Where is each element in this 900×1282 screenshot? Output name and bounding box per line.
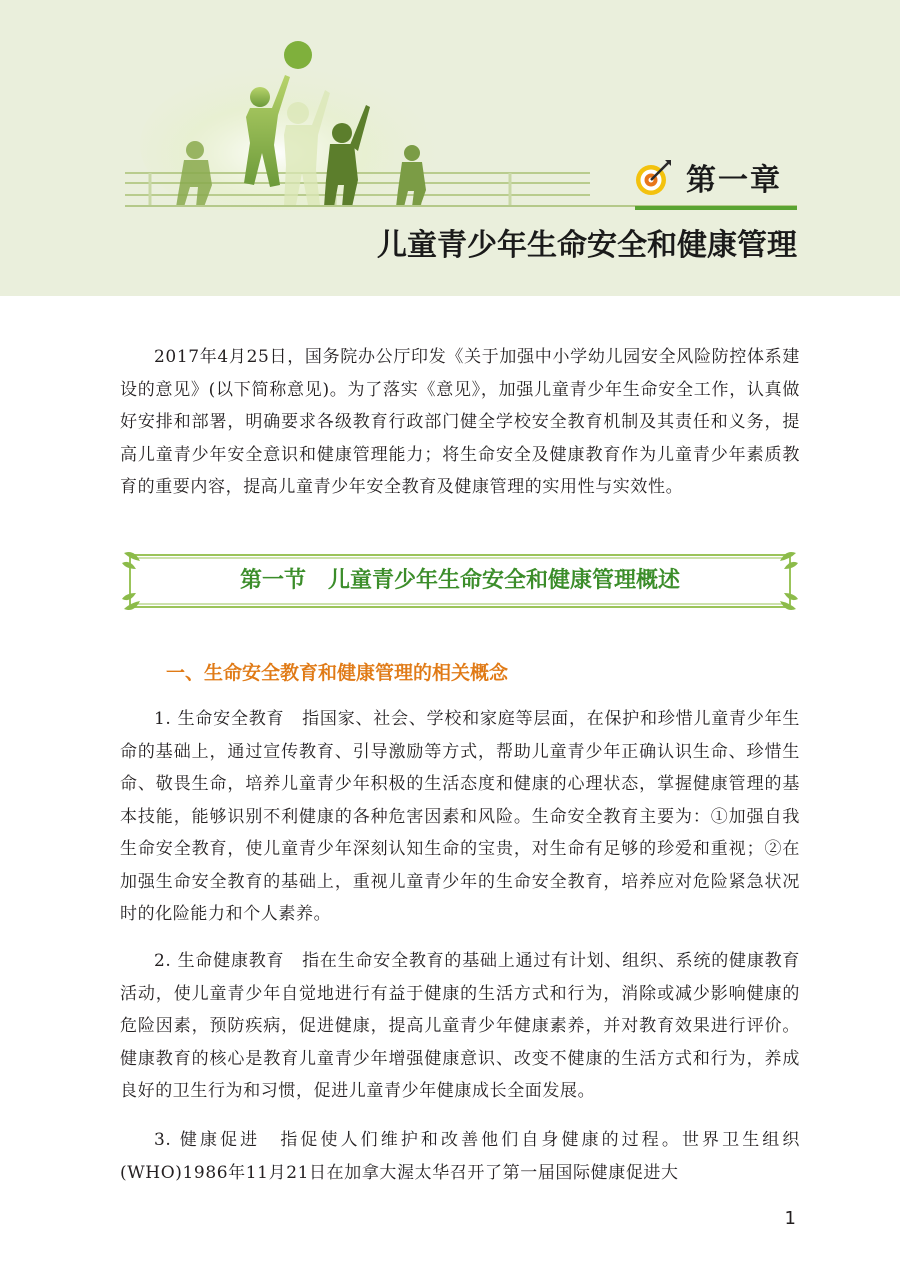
section-title: 第一节 儿童青少年生命安全和健康管理概述 bbox=[239, 568, 680, 593]
chapter-label: 第一章 bbox=[686, 163, 782, 198]
page-number: 1 bbox=[784, 1208, 796, 1229]
chapter-banner bbox=[0, 0, 900, 296]
children-playing-ball-illustration bbox=[120, 35, 590, 210]
section-title-box bbox=[120, 549, 800, 613]
chapter-divider-accent bbox=[635, 206, 797, 210]
paragraph-life-health-education: 2. 生命健康教育 指在生命安全教育的基础上通过有计划、组织、系统的健康教育活动，使儿童青少年自觉地进行有益于健康的生活方式和行为，消除或减少影响健康的危险因素，预防疾病，促进健康，提高儿童青少年健康素养，并对教育效果进行评价。健康教育的核心是教育儿童青少年增强健康意识、改变不健康的生活方式和行为，养成良好的卫生行为和习惯，促进儿童青少年健康成长全面发展。 bbox=[120, 951, 800, 1101]
intro-paragraph: 2017年4月25日，国务院办公厅印发《关于加强中小学幼儿园安全风险防控体系建设的意见》(以下简称意见)。为了落实《意见》，加强儿童青少年生命安全工作，认真做好安排和部署，明确要求各级教育行政部门健全学校安全教育机制及其责任和义务，提高儿童青少年安全意识和健康管理能力；将生命安全及健康教育作为儿童青少年素质教育的重要内容，提高儿童青少年安全教育及健康管理的实用性与实效性。 bbox=[120, 347, 800, 497]
chapter-title: 儿童青少年生命安全和健康管理 bbox=[377, 228, 797, 263]
target-icon bbox=[633, 158, 673, 198]
subsection-heading: 一、生命安全教育和健康管理的相关概念 bbox=[166, 662, 509, 684]
paragraph-health-promotion: 3. 健康促进 指促使人们维护和改善他们自身健康的过程。世界卫生组织(WHO)1986年11月21日在加拿大渥太华召开了第一届国际健康促进大 bbox=[120, 1130, 800, 1183]
paragraph-life-safety-education: 1. 生命安全教育 指国家、社会、学校和家庭等层面，在保护和珍惜儿童青少年生命的基础上，通过宣传教育、引导激励等方式，帮助儿童青少年正确认识生命、珍惜生命、敬畏生命，培养儿童青少年积极的生活态度和健康的心理状态，掌握健康管理的基本技能，能够识别不利健康的各种危害因素和风险。生命安全教育主要为：①加强自我生命安全教育，使儿童青少年深刻认知生命的宝贵，对生命有足够的珍爱和重视；②在加强生命安全教育的基础上，重视儿童青少年的生命安全教育，培养应对危险紧急状况时的化险能力和个人素养。 bbox=[120, 709, 800, 924]
